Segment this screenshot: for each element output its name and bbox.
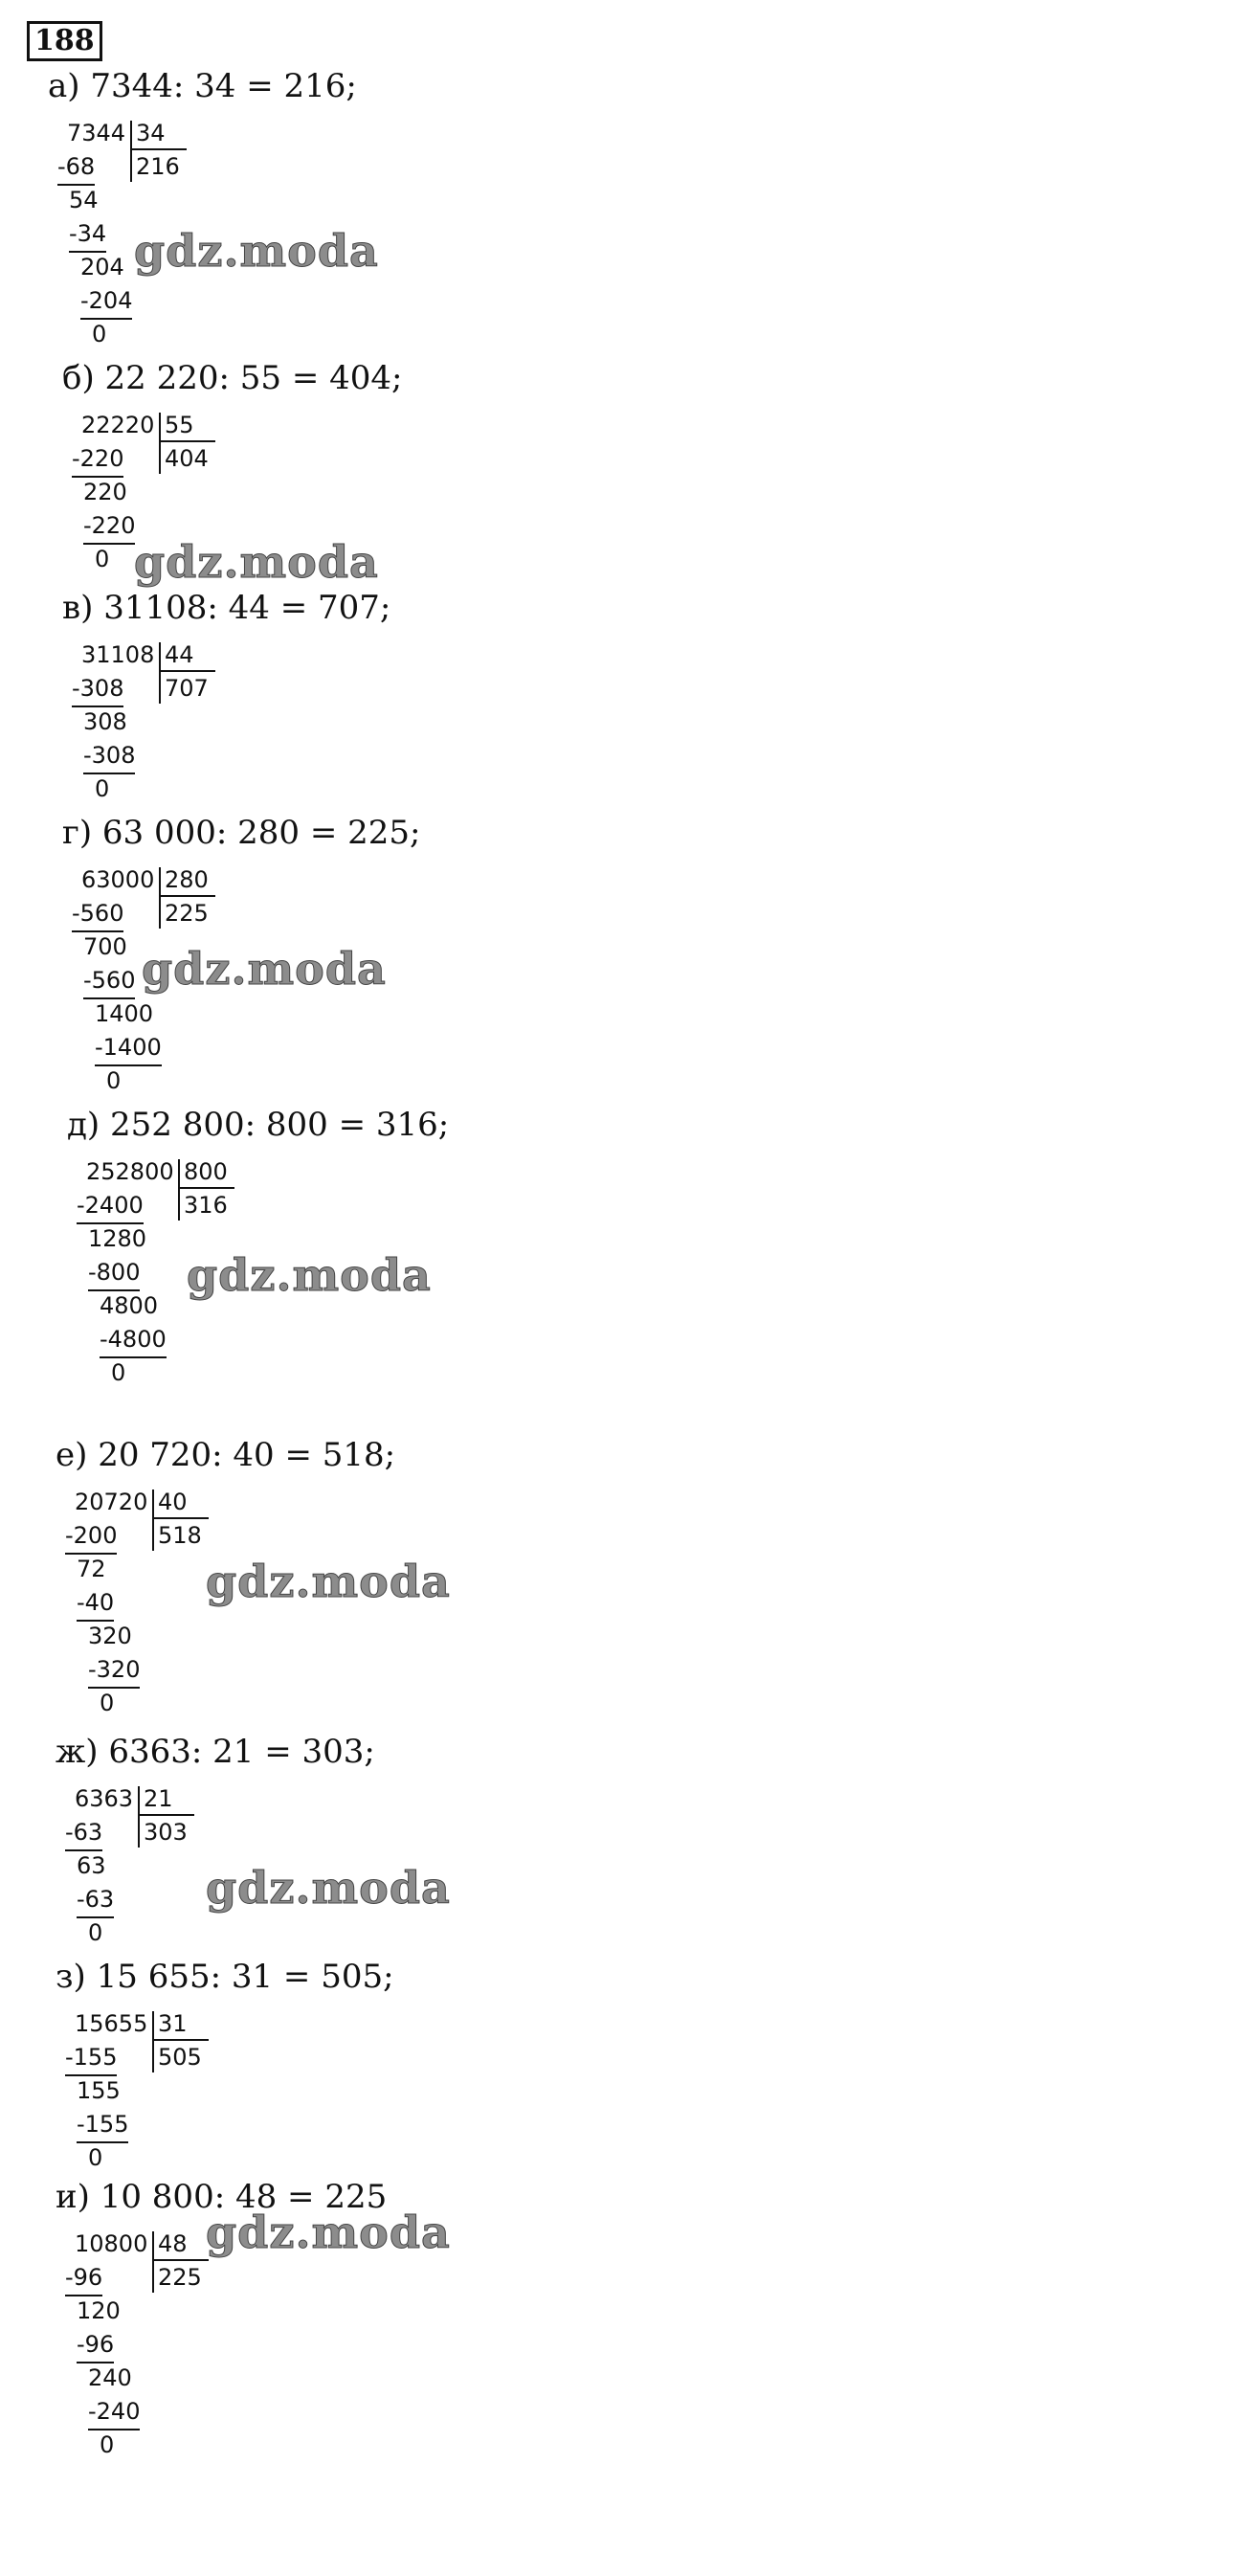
subtrahend: -1400 [95,1031,162,1066]
subtrahend: -4800 [100,1323,167,1358]
subtrahend: -63 [65,1816,102,1851]
division-bracket-vertical [152,2011,154,2072]
remainder: 0 [100,1690,115,1716]
divisor: 44 [165,641,194,668]
division-bracket-horizontal [159,895,215,897]
dividend: 7344 [67,120,126,146]
problem-equation: з) 15 655: 31 = 505; [56,1958,394,1996]
subtrahend: -155 [77,2108,128,2143]
subtrahend: -200 [65,1519,117,1555]
division-bracket-vertical [159,867,161,929]
division-bracket-vertical [159,413,161,474]
remainder: 240 [88,2364,132,2391]
quotient: 303 [144,1819,188,1846]
remainder: 72 [77,1556,106,1582]
quotient: 225 [165,900,209,927]
subtrahend: -63 [77,1883,114,1918]
division-bracket-horizontal [138,1814,194,1816]
exercise-number: 188 [27,21,102,61]
remainder: 320 [88,1623,132,1649]
dividend: 15655 [75,2010,148,2037]
division-bracket-horizontal [152,2259,209,2261]
remainder: 0 [106,1067,122,1094]
division-bracket-vertical [130,121,132,182]
divisor: 31 [158,2010,188,2037]
quotient: 316 [184,1192,228,1219]
problem-equation: д) 252 800: 800 = 316; [67,1106,450,1144]
remainder: 1400 [95,1000,154,1027]
divisor: 40 [158,1489,188,1515]
division-bracket-vertical [152,2231,154,2293]
dividend: 31108 [81,641,155,668]
watermark: gdz.moda [134,536,379,588]
watermark: gdz.moda [206,2206,451,2258]
division-bracket-horizontal [152,1517,209,1519]
dividend: 252800 [86,1158,174,1185]
division-bracket-horizontal [152,2039,209,2041]
dividend: 22220 [81,412,155,438]
division-bracket-horizontal [159,670,215,672]
problem-equation: ж) 6363: 21 = 303; [56,1733,375,1771]
divisor: 34 [136,120,166,146]
division-bracket-horizontal [159,440,215,442]
subtrahend: -320 [88,1653,140,1689]
subtrahend: -40 [77,1586,114,1622]
subtrahend: -308 [72,672,123,707]
subtrahend: -220 [83,509,135,545]
subtrahend: -34 [69,217,106,253]
divisor: 55 [165,412,194,438]
quotient: 216 [136,153,180,180]
subtrahend: -155 [65,2041,117,2076]
subtrahend: -560 [83,964,135,999]
dividend: 10800 [75,2230,148,2257]
problem-equation: в) 31108: 44 = 707; [62,589,391,627]
problem-equation: е) 20 720: 40 = 518; [56,1436,396,1474]
divisor: 21 [144,1785,173,1812]
problem-equation: г) 63 000: 280 = 225; [62,814,421,852]
remainder: 0 [95,546,110,572]
problem-equation: б) 22 220: 55 = 404; [62,359,403,397]
remainder: 0 [88,1919,103,1946]
division-bracket-horizontal [130,148,187,150]
divisor: 800 [184,1158,228,1185]
subtrahend: -68 [57,150,95,186]
subtrahend: -308 [83,739,135,774]
subtrahend: -2400 [77,1189,144,1224]
subtrahend: -800 [88,1256,140,1291]
watermark: gdz.moda [206,1862,451,1914]
remainder: 0 [111,1359,126,1386]
watermark: gdz.moda [142,943,387,995]
remainder: 220 [83,479,127,505]
watermark: gdz.moda [206,1556,451,1607]
division-bracket-vertical [159,642,161,704]
dividend: 63000 [81,866,155,893]
remainder: 155 [77,2077,121,2104]
watermark: gdz.moda [187,1249,432,1301]
remainder: 0 [88,2144,103,2171]
subtrahend: -560 [72,897,123,932]
watermark: gdz.moda [134,225,379,277]
quotient: 707 [165,675,209,702]
quotient: 225 [158,2264,202,2291]
remainder: 63 [77,1852,106,1879]
subtrahend: -96 [65,2261,102,2296]
division-bracket-horizontal [178,1187,234,1189]
remainder: 0 [95,775,110,802]
dividend: 6363 [75,1785,134,1812]
problem-equation: а) 7344: 34 = 216; [48,67,357,105]
remainder: 120 [77,2297,121,2324]
remainder: 0 [92,321,107,347]
subtrahend: -220 [72,442,123,478]
subtrahend: -204 [80,284,132,320]
remainder: 700 [83,933,127,960]
quotient: 505 [158,2044,202,2071]
remainder: 0 [100,2431,115,2458]
problem-equation: и) 10 800: 48 = 225 [56,2178,388,2216]
dividend: 20720 [75,1489,148,1515]
remainder: 1280 [88,1225,147,1252]
division-bracket-vertical [178,1159,180,1221]
remainder: 204 [80,254,124,280]
remainder: 54 [69,187,99,213]
divisor: 48 [158,2230,188,2257]
subtrahend: -240 [88,2395,140,2430]
subtrahend: -96 [77,2328,114,2363]
division-bracket-vertical [138,1786,140,1848]
quotient: 518 [158,1522,202,1549]
division-bracket-vertical [152,1490,154,1551]
remainder: 308 [83,708,127,735]
remainder: 4800 [100,1292,159,1319]
quotient: 404 [165,445,209,472]
divisor: 280 [165,866,209,893]
